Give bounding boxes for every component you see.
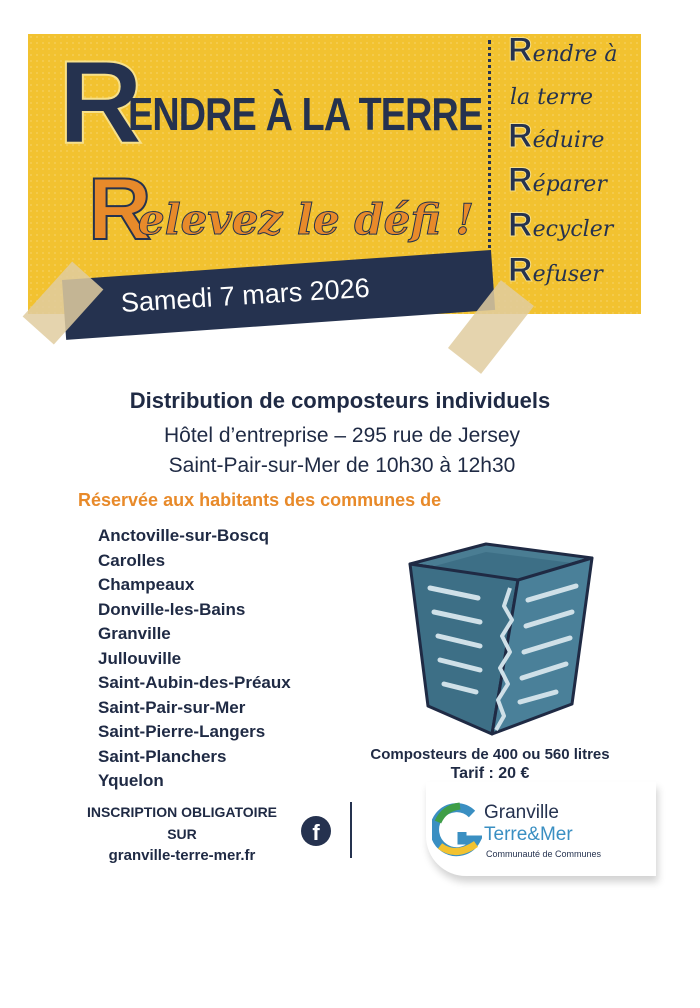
event-heading: Distribution de composteurs individuels [129,388,551,413]
banner-subtitle-text: elevez le défi ! [138,195,474,244]
r-list-text: éparer [532,172,607,197]
r-list-text: efuser [532,262,603,287]
inscription-line1: INSCRIPTION OBLIGATOIRE [86,804,278,820]
r-list-initial: R [508,161,533,199]
list-item: Anctoville-sur-Boscq [98,526,269,545]
r-list-item-rendre-line2 [510,86,593,110]
composter-caption [358,745,622,783]
inscription-block [74,801,290,867]
composter-price: Tarif : 20 € [450,765,530,782]
r-list-item-refuser [508,251,603,289]
r-list-item-recycler [508,206,614,244]
event-location: Hôtel d’entreprise – 295 rue de Jersey [163,424,521,447]
banner-title-text: ENDRE À LA TERRE [128,88,483,140]
r-list-initial: R [508,117,533,155]
banner-title [58,37,488,169]
banner-subtitle-initial: R [88,159,152,258]
list-item: Saint-Pierre-Langers [98,722,266,741]
r-list-item-reduire [508,117,605,155]
granville-logo-icon [432,800,482,858]
r-list-initial: R [508,251,533,289]
list-item: Champeaux [98,575,195,594]
r-list-text: ecycler [532,217,614,242]
list-item: Saint-Aubin-des-Préaux [98,673,291,692]
r-list-initial: R [508,206,533,244]
r-list-item-rendre [508,31,618,69]
communes-list [98,524,291,794]
list-item: Carolles [98,550,166,570]
list-item: Donville-les-Bains [98,599,246,619]
logo-name: Granville [484,802,559,823]
composter-sizes: Composteurs de 400 ou 560 litres [370,746,610,763]
list-item: Saint-Planchers [98,746,227,766]
list-item: Granville [98,624,171,643]
logo-name-second: Terre&Mer [484,824,573,845]
composter-bin-icon [400,536,600,744]
website-link[interactable]: granville-terre-mer.fr [108,847,256,864]
r-list-text: éduire [532,128,605,153]
banner-subtitle [88,159,488,264]
event-date: Samedi 7 mars 2026 [120,272,371,318]
r-list-text: endre à [532,42,618,67]
list-item: Saint-Pair-sur-Mer [98,697,246,717]
logo-tagline: Communauté de Communes [486,849,602,859]
reserved-label: Réservée aux habitants des communes de [78,490,442,510]
list-item: Yquelon [98,771,164,790]
inscription-line2: SUR [167,826,197,842]
r-list-initial: R [508,31,533,69]
list-item: Jullouville [98,648,182,668]
event-time: Saint-Pair-sur-Mer de 10h30 à 12h30 [168,454,516,477]
banner-title-initial: R [58,37,144,169]
r-list-item-reparer [508,161,607,199]
facebook-icon[interactable]: f [301,816,331,846]
r-list-text: la terre [510,85,594,110]
footer-divider [350,802,352,858]
